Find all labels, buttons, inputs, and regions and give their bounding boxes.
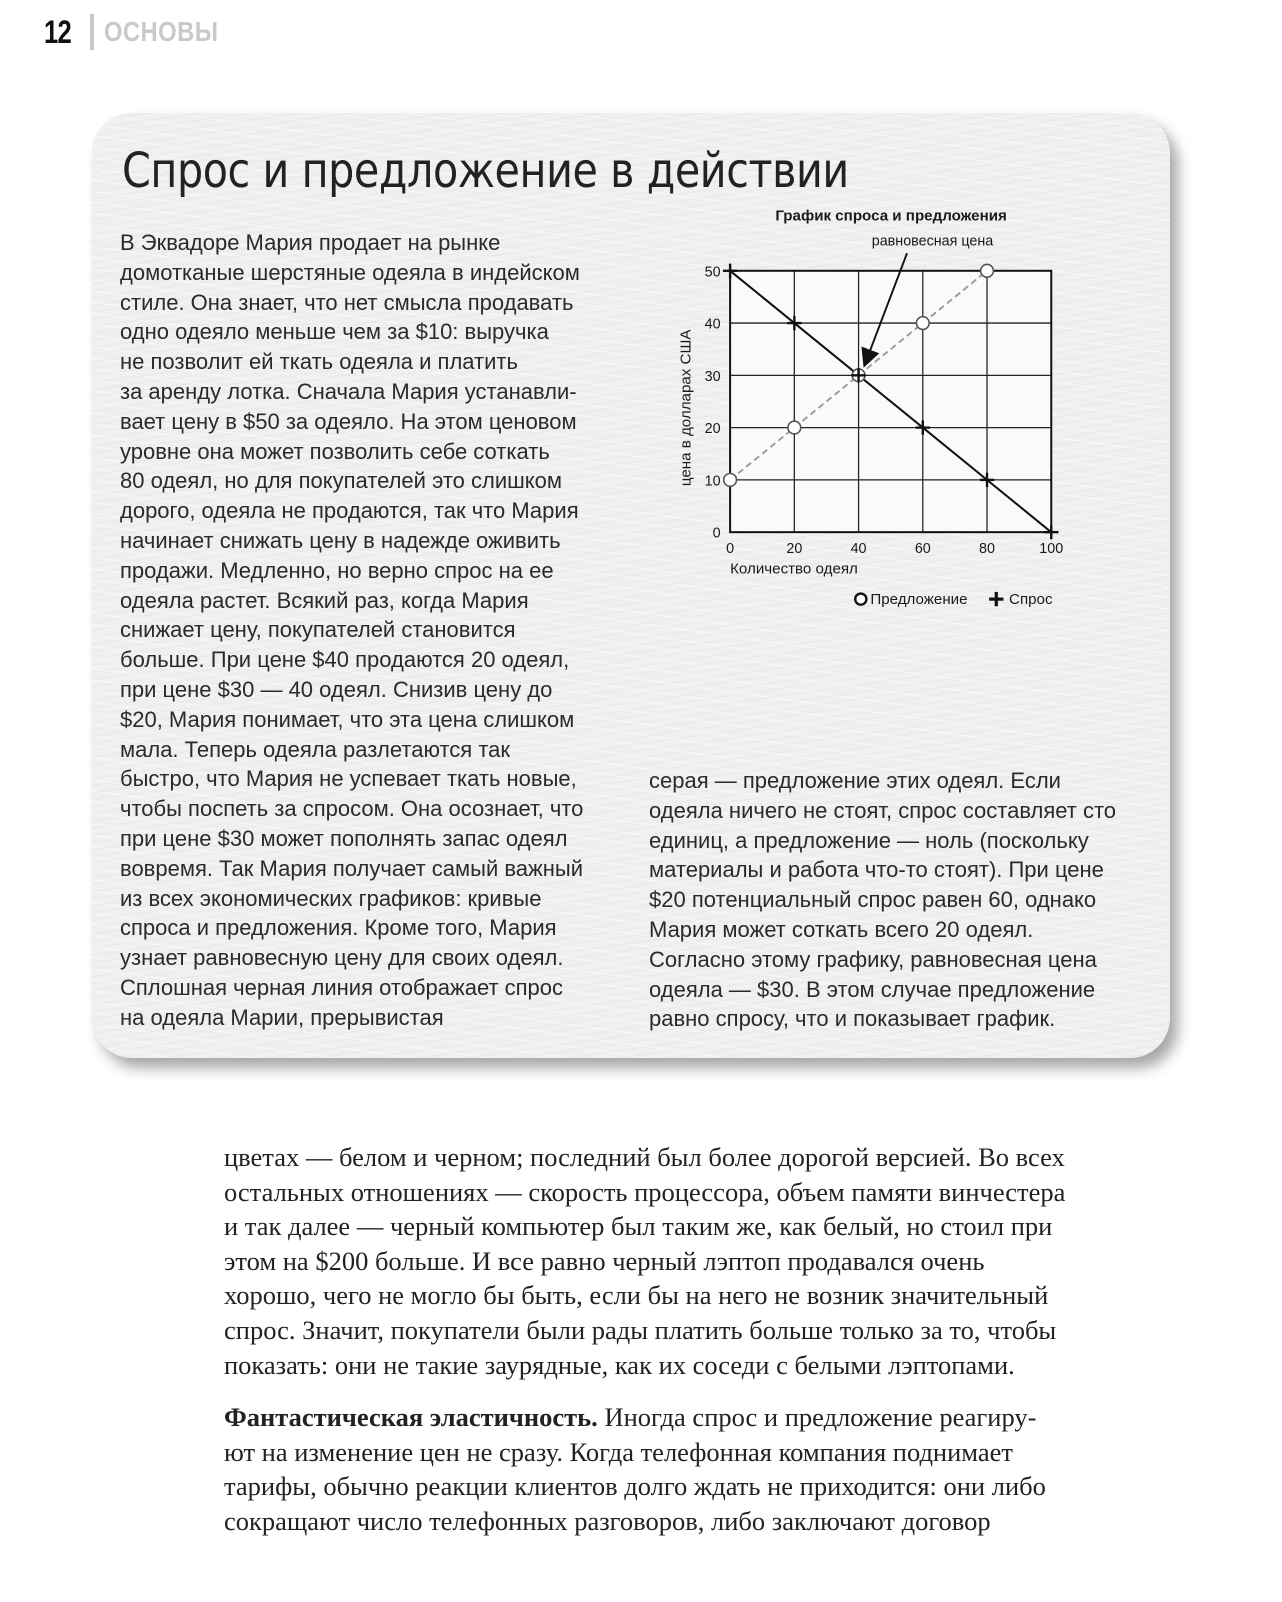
text-line: больше. При цене $40 продаются 20 одеял, <box>120 647 570 673</box>
text-line: одеяла ничего не стоят, спрос составляет сто <box>649 797 1117 823</box>
text-line: одно одеяло меньше чем за $10: выручка <box>120 319 549 345</box>
text-line <box>224 1400 1184 1435</box>
legend-supply-marker <box>855 594 866 605</box>
text-line: тарифы, обычно реакции клиентов долго ждать не приходится: они либо <box>224 1471 1046 1502</box>
text-line: уровне она может позволить себе соткать <box>120 438 550 464</box>
text-line: цветах — белом и черном; последний был более дорогой версией. Во всех <box>224 1142 1065 1172</box>
x-tick-label: 20 <box>786 540 803 557</box>
text-line: на одеяла Марии, прерывистая <box>120 1004 444 1030</box>
text-line: показать: они не такие заурядные, как их соседи с белыми лэптопами. <box>224 1349 1015 1380</box>
text-line: чтобы поспеть за спросом. Она осознает, что <box>120 796 584 822</box>
x-tick-label: 40 <box>850 540 867 557</box>
text-line: дорого, одеяла не продаются, так что Мария <box>120 498 579 524</box>
text-line: при цене $30 — 40 одеял. Снизив цену до <box>120 676 553 702</box>
text-line: В Эквадоре Мария продает на рынке <box>120 230 501 255</box>
supply-point <box>788 421 801 434</box>
text-line: мала. Теперь одеяла разлетаются так <box>120 736 511 762</box>
text-line: остальных отношениях — скорость процессора, объем памяти винчестера <box>224 1176 1066 1207</box>
text-line: хорошо, чего не могло бы быть, если бы на него не возник значительный <box>224 1280 1049 1311</box>
text-line: вает цену в $50 за одеяло. На этом ценовом <box>120 408 577 434</box>
legend-demand-label: Спрос <box>1009 590 1053 608</box>
text-line: равно спросу, что и показывает график. <box>649 1006 1056 1032</box>
text-line: единиц, а предложение — ноль (поскольку <box>649 827 1089 853</box>
main-body-text <box>224 1140 1184 1539</box>
x-tick-label: 0 <box>726 540 735 557</box>
x-tick-label: 100 <box>1039 540 1064 557</box>
text-line: Согласно этому графику, равновесная цена <box>649 946 1097 972</box>
legend-supply-label: Предложение <box>870 590 968 608</box>
y-tick-label: 0 <box>712 525 721 542</box>
text-line: одеяла растет. Всякий раз, когда Мария <box>120 587 529 613</box>
section-name: ОСНОВЫ <box>104 16 219 47</box>
text-line: спроса и предложения. Кроме того, Мария <box>120 915 557 941</box>
running-header <box>44 10 239 54</box>
y-tick-label: 40 <box>704 316 721 333</box>
text-line: быстро, что Мария не успевает ткать новые, <box>120 766 577 792</box>
supply-point <box>916 317 929 330</box>
text-line: $20, Мария понимает, что эта цена слишком <box>120 706 575 732</box>
text-line: сокращают число телефонных разговоров, либо заключают договор <box>224 1505 991 1536</box>
y-tick-label: 30 <box>704 368 721 385</box>
text-line: ют на изменение цен не сразу. Когда телефонная компания поднимает <box>224 1436 1013 1467</box>
text-line: одеяла — $30. В этом случае предложение <box>649 976 1096 1002</box>
text-run: Иногда спрос и предложение реагиру- <box>597 1402 1037 1433</box>
text-line: спрос. Значит, покупатели были рады платить больше только за то, чтобы <box>224 1314 1057 1345</box>
sidebar-left-column <box>120 228 605 1033</box>
paragraph <box>224 1140 1184 1382</box>
y-tick-label: 10 <box>704 473 721 490</box>
text-line: Сплошная черная линия отображает спрос <box>120 974 564 1000</box>
header-divider <box>90 14 94 50</box>
text-line: материалы и работа что-то стоят). При цене <box>649 857 1104 883</box>
text-line: не позволит ей ткать одеяла и платить <box>120 349 518 375</box>
sidebar-right-column <box>649 766 1149 1034</box>
text-line: домотканые шерстяные одеяла в индейском <box>120 259 580 285</box>
x-tick-label: 60 <box>914 540 931 557</box>
supply-point <box>724 474 737 487</box>
text-line: начинает снижать цену в надежде оживить <box>120 527 561 553</box>
sidebar-title: Спрос и предложение в действии <box>122 143 849 199</box>
text-line: $20 потенциальный спрос равен 60, однако <box>649 887 1097 913</box>
supply-demand-chart <box>572 113 1097 623</box>
text-line: этом на $200 больше. И все равно черный лэптоп продавался очень <box>224 1245 985 1276</box>
text-line: снижает цену, покупателей становится <box>120 617 516 643</box>
supply-point <box>981 264 994 277</box>
text-line: и так далее — черный компьютер был таким же, как белый, но стоил при <box>224 1211 1053 1242</box>
text-line: продажи. Медленно, но верно спрос на ее <box>120 557 554 583</box>
x-tick-label: 80 <box>979 540 995 557</box>
text-line: из всех экономических графиков: кривые <box>120 885 542 911</box>
y-tick-label: 20 <box>704 421 721 438</box>
paragraph <box>224 1400 1184 1538</box>
text-line: вовремя. Так Мария получает самый важный <box>120 855 583 881</box>
text-line: Мария может соткать всего 20 одеял. <box>649 916 1034 942</box>
page-number: 12 <box>44 13 71 50</box>
text-line: узнает равновесную цену для своих одеял. <box>120 945 564 971</box>
run-in-heading: Фантастическая эластичность. <box>224 1402 598 1433</box>
x-axis-label: Количество одеял <box>730 560 858 578</box>
y-axis-label: цена в долларах США <box>677 329 695 487</box>
annotation-label: равновесная цена <box>871 233 994 250</box>
text-line: стиле. Она знает, что нет смысла продавать <box>120 289 574 315</box>
text-line: при цене $30 может пополнять запас одеял <box>120 825 568 851</box>
text-line: за аренду лотка. Сначала Мария устанавли- <box>120 378 577 404</box>
text-line: серая — предложение этих одеял. Если <box>649 768 1061 793</box>
sidebar-box <box>92 113 1170 1058</box>
text-line: 80 одеял, но для покупателей это слишком <box>120 468 562 494</box>
chart-title: График спроса и предложения <box>775 207 1007 225</box>
y-tick-label: 50 <box>704 264 721 281</box>
